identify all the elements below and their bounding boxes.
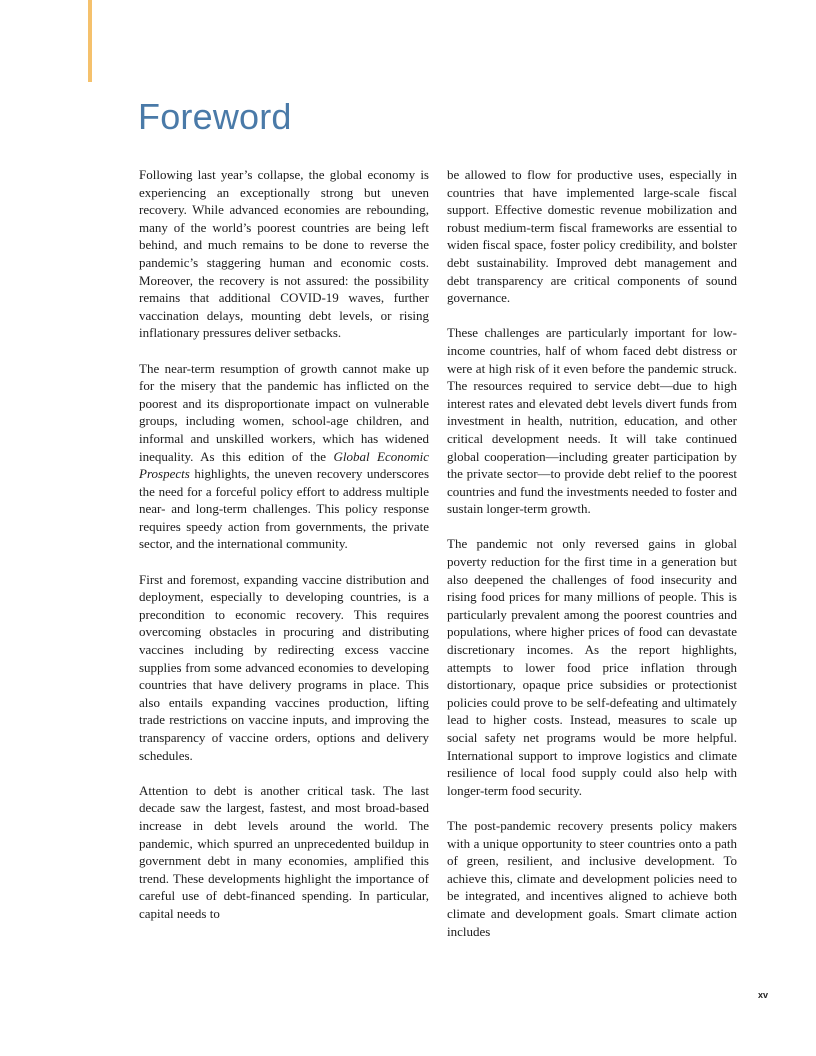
page-number: xv xyxy=(757,990,768,1000)
right-text-column xyxy=(447,166,737,958)
paragraph: First and foremost, expanding vaccine distribution and deployment, especially to developing countries, is a precondition to economic recovery. This requires overcoming obstacles in procuring and distributing vaccines including by redirecting excess vaccine supplies from some advanced economies to developing countries that have delivery programs in place. This also entails expanding vaccines production, lifting trade restrictions on vaccine inputs, and improving the transparency of vaccine orders, options and delivery schedules. xyxy=(139,571,429,763)
left-text-column xyxy=(139,166,429,940)
page-title: Foreword xyxy=(138,96,292,137)
paragraph-text: The near-term resumption of growth cannot make up for the misery that the pandemic has inflicted on the poorest and its disproportionate impact on vulnerable groups, including women, school-age children, and informal and unskilled workers, which has widened inequality. As this edition of the xyxy=(139,360,429,464)
paragraph: Attention to debt is another critical task. The last decade saw the largest, fastest, and most broad-based increase in debt levels around the world. The pandemic, which spurred an unprecedented buildup in government debt in many economies, amplified this trend. These developments highlight the importance of careful use of debt-financed spending. In particular, capital needs to xyxy=(139,782,429,921)
paragraph: The post-pandemic recovery presents policy makers with a unique opportunity to steer countries onto a path of green, resilient, and inclusive development. To achieve this, climate and development policies need to be integrated, and incentives aligned to achieve both climate and development goals. Smart climate action includes xyxy=(447,817,737,939)
header-accent-bar xyxy=(88,0,92,82)
paragraph: These challenges are particularly important for low-income countries, half of whom faced debt distress or were at high risk of it even before the pandemic struck. The resources required to service debt—due to high interest rates and elevated debt levels divert funds from investment in health, nutrition, education, and other critical development needs. It will take continued global cooperation—including greater participation by the private sector—to provide debt relief to the poorest countries and fund the investments needed to foster and sustain longer-term growth. xyxy=(447,325,737,517)
paragraph-text: highlights, the uneven recovery underscores the need for a forceful policy effort to address multiple near- and long-term challenges. This policy response requires speedy action from governments, the private sector, and the international community. xyxy=(139,466,429,552)
paragraph: be allowed to flow for productive uses, especially in countries that have implemented large-scale fiscal support. Effective domestic revenue mobilization and robust medium-term fiscal frameworks are essential to widen fiscal space, foster policy credibility, and bolster debt sustainability. Improved debt management and debt transparency are critical components of sound governance. xyxy=(447,167,737,306)
paragraph xyxy=(139,360,429,554)
paragraph: Following last year’s collapse, the global economy is experiencing an exceptionally strong but uneven recovery. While advanced economies are rebounding, many of the world’s poorest countries are being left behind, and much remains to be done to reverse the pandemic’s staggering human and economic costs. Moreover, the recovery is not assured: the possibility remains that additional COVID-19 waves, further vaccination delays, mounting debt levels, or rising inflationary pressures deliver setbacks. xyxy=(139,167,429,341)
paragraph: The pandemic not only reversed gains in global poverty reduction for the first time in a generation but also deepened the challenges of food insecurity and rising food prices for many millions of people. This is particularly prevalent among the poorest countries and populations, where higher prices of food can devastate discretionary incomes. As the report highlights, attempts to lower food price inflation through distortionary, opaque price subsidies or protectionist policies could prove to be self-defeating and ultimately lead to higher costs. Instead, measures to scale up social safety net programs would be more helpful. International support to improve logistics and climate resilience of local food supply could also help with longer-term food security. xyxy=(447,536,737,798)
report-title-italic: Global Economic Prospects xyxy=(139,448,429,482)
